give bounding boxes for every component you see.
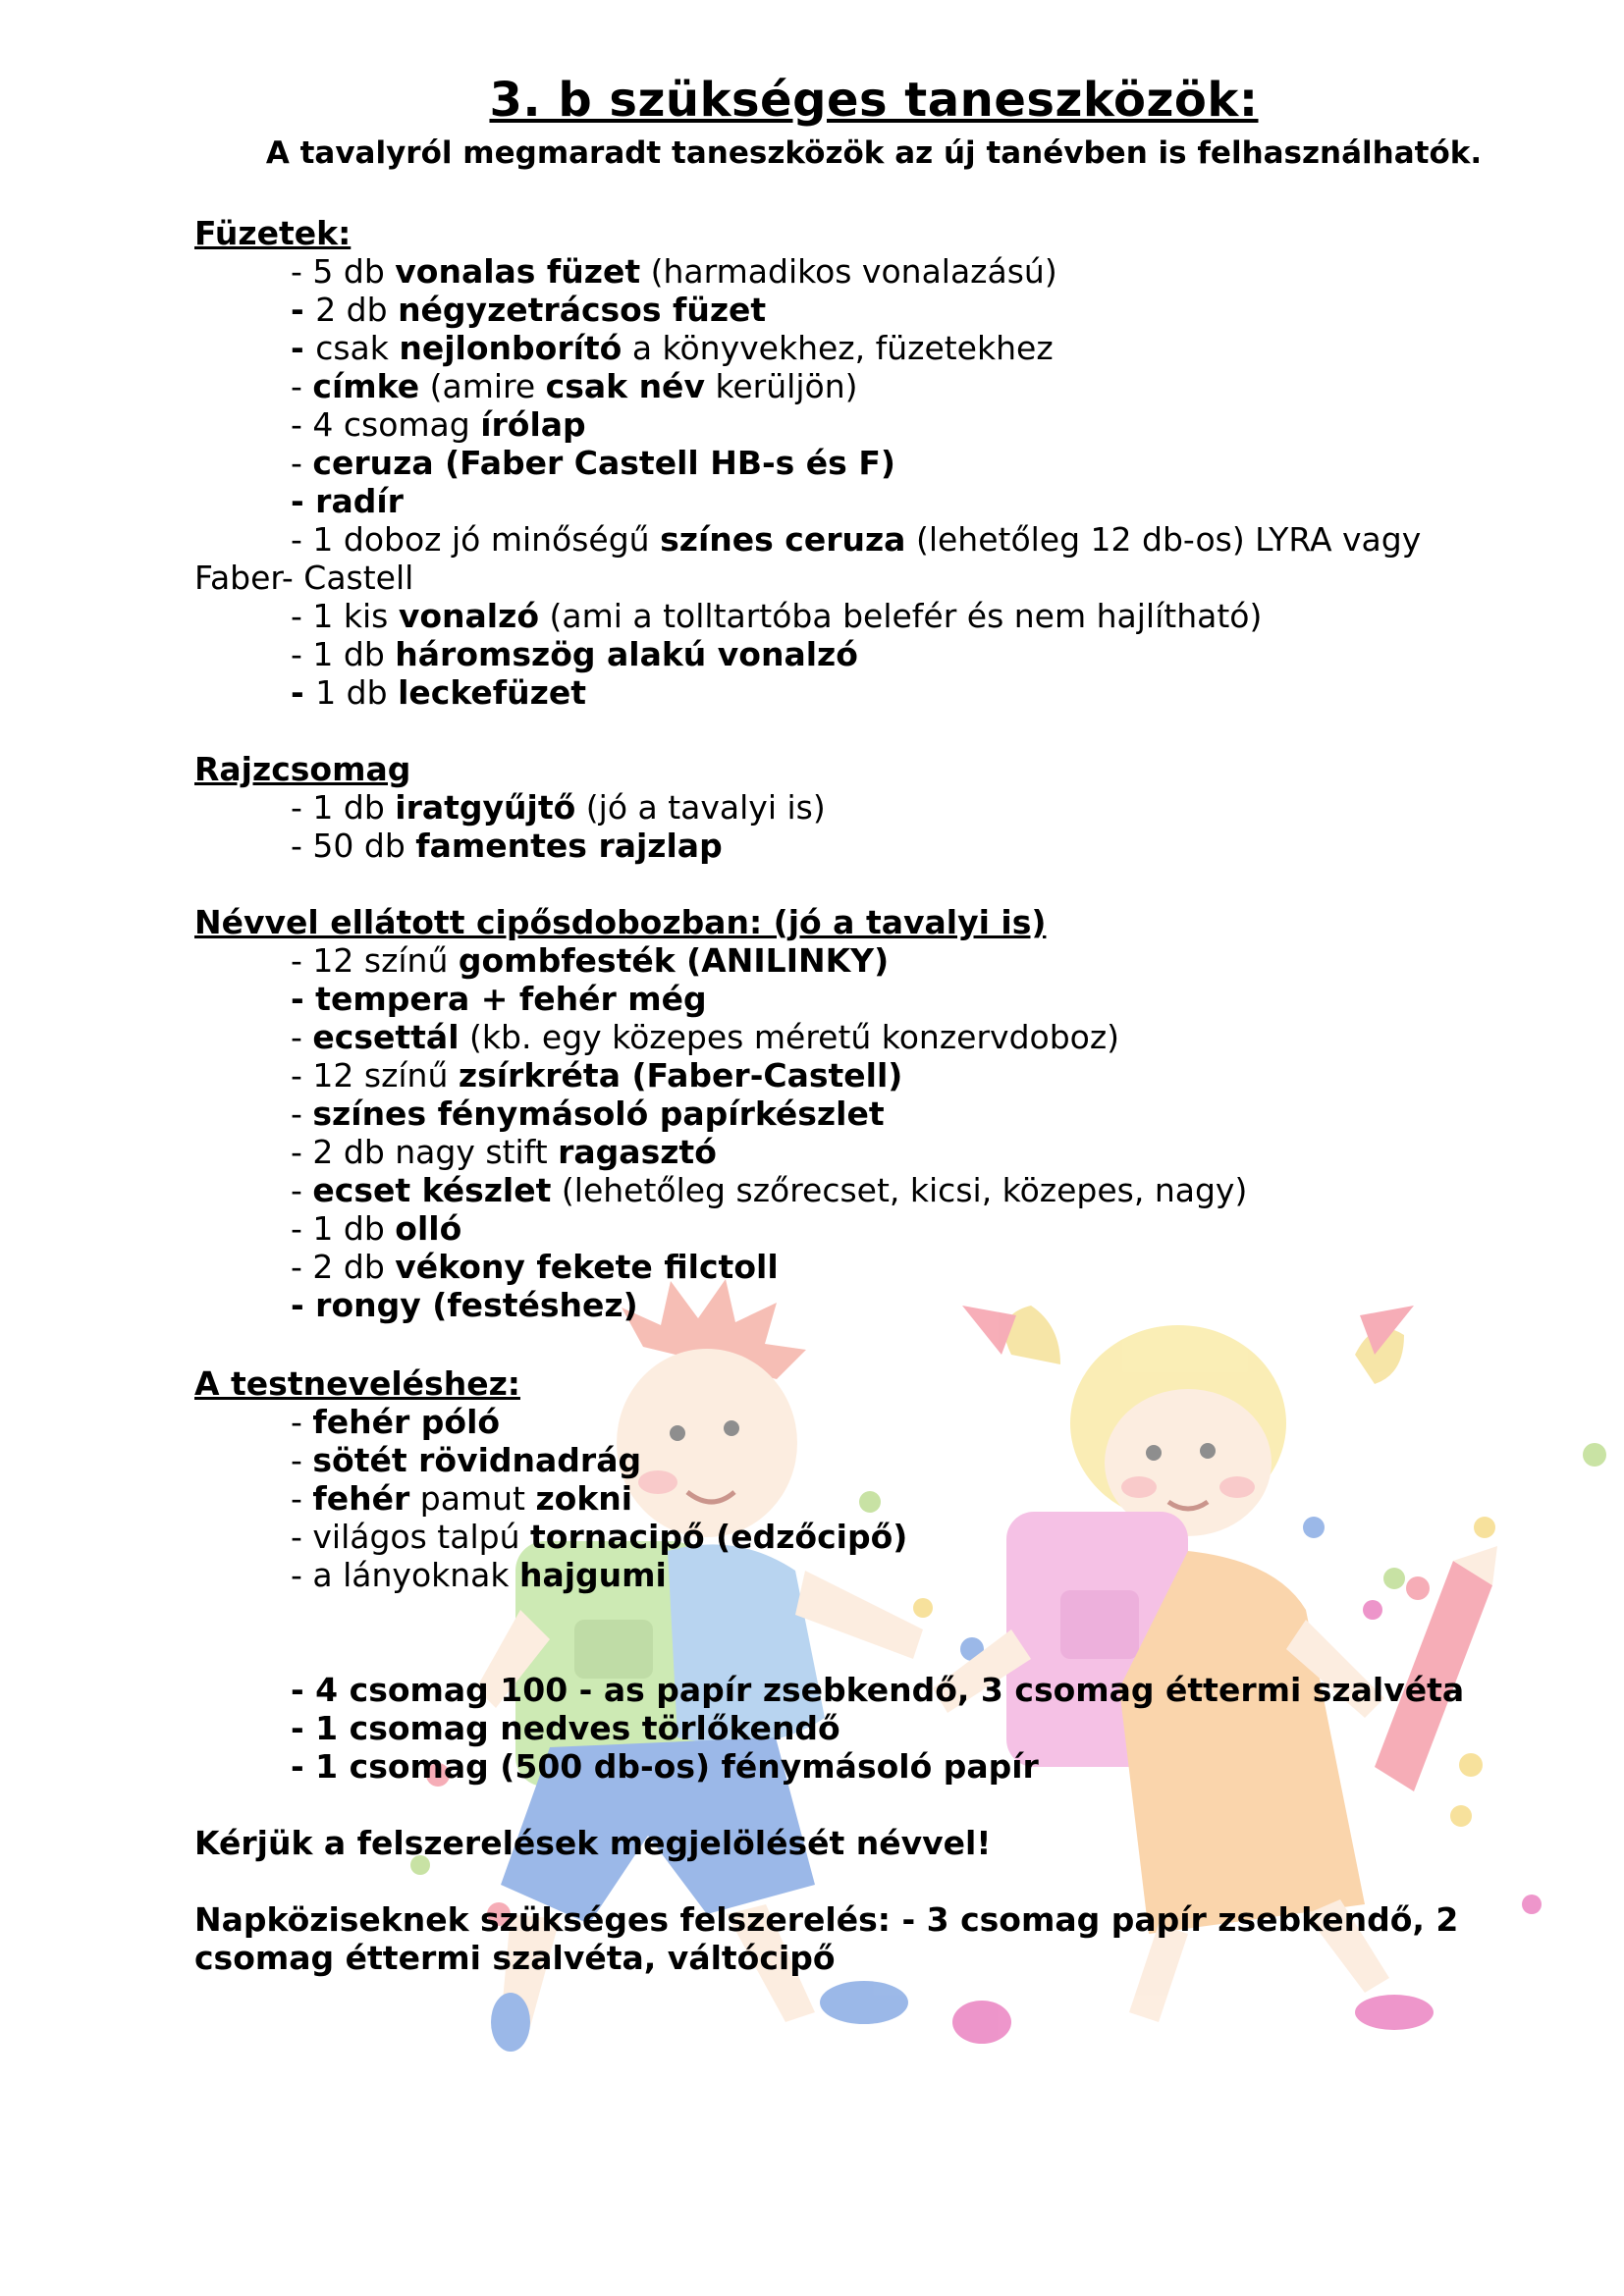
text-run: 2 db — [315, 291, 399, 329]
text-run: (lehetőleg 12 db-os) LYRA vagy — [905, 520, 1422, 559]
section-title-ciposdoboz: Névvel ellátott cipősdobozban: (jó a tavalyi is) — [194, 903, 1047, 941]
bold-text: vékony fekete filctoll — [395, 1248, 779, 1286]
list-item — [194, 788, 1530, 827]
bold-text: színes ceruza — [660, 520, 906, 559]
text-run: - — [291, 1095, 313, 1133]
section-fuzetek — [194, 214, 1530, 712]
bold-text: színes fénymásoló papírkészlet — [312, 1095, 885, 1133]
text-run: - — [291, 444, 313, 482]
text-run: csak — [315, 329, 400, 367]
text-run: - — [291, 1479, 313, 1518]
list-item — [194, 405, 1530, 444]
list-item — [194, 1441, 1530, 1479]
bold-text: famentes rajzlap — [415, 827, 723, 865]
section-testneveles — [194, 1364, 1530, 1594]
bold-text: sötét rövidnadrág — [312, 1441, 642, 1479]
bold-text: tornacipő (edzőcipő) — [530, 1518, 908, 1556]
rajzcsomag-list — [194, 788, 1530, 865]
text-run: pamut — [409, 1479, 536, 1518]
list-item — [194, 1403, 1530, 1441]
bold-text: ceruza (Faber Castell HB-s és F) — [312, 444, 895, 482]
list-item — [194, 444, 1530, 482]
list-item — [194, 827, 1530, 865]
text-run: (kb. egy közepes méretű konzervdoboz) — [459, 1018, 1120, 1056]
text-run: - 1 doboz jó minőségű — [291, 520, 661, 559]
bold-text: zsírkréta (Faber-Castell) — [458, 1056, 903, 1095]
list-item — [194, 1133, 1530, 1171]
text-run: - — [291, 1171, 313, 1209]
text-run: kerüljön) — [704, 367, 858, 405]
bold-text: - rongy (festéshez) — [291, 1286, 638, 1324]
list-item — [194, 1248, 1530, 1286]
bold-text: iratgyűjtő — [395, 788, 576, 827]
bold-text: fehér — [312, 1479, 410, 1518]
list-item — [194, 1518, 1530, 1556]
bold-text: címke — [312, 367, 420, 405]
bold-text: ecset készlet — [312, 1171, 552, 1209]
bold-text: vonalzó — [398, 597, 539, 635]
text-run: - 1 db — [291, 788, 396, 827]
text-run: - világos talpú — [291, 1518, 530, 1556]
bold-text: zokni — [535, 1479, 633, 1518]
testneveles-list — [194, 1403, 1530, 1594]
text-run: - 1 db — [291, 1209, 396, 1248]
notice-label-request: Kérjük a felszerelések megjelölését névvel! — [194, 1824, 992, 1862]
bold-text: - — [291, 673, 316, 712]
list-item — [194, 1286, 1530, 1324]
bold-text: hajgumi — [518, 1556, 667, 1594]
text-run: (amire — [419, 367, 546, 405]
bold-text: csak név — [545, 367, 705, 405]
bold-text: ragasztó — [558, 1133, 717, 1171]
fuzetek-list — [194, 252, 1530, 520]
list-item — [194, 1171, 1530, 1209]
list-item — [194, 597, 1530, 635]
list-item — [194, 1479, 1530, 1518]
section-title-rajzcsomag: Rajzcsomag — [194, 750, 411, 788]
bold-text: gombfesték (ANILINKY) — [458, 941, 890, 980]
extra-item: - 1 csomag (500 db-os) fénymásoló papír — [291, 1747, 1039, 1786]
extra-item: - 1 csomag nedves törlőkendő — [291, 1709, 840, 1747]
list-item — [194, 1056, 1530, 1095]
section-title-fuzetek: Füzetek: — [194, 214, 352, 252]
bold-text: leckefüzet — [398, 673, 586, 712]
text-run: - a lányoknak — [291, 1556, 519, 1594]
text-run: - 12 színű — [291, 1056, 459, 1095]
text-run: (lehetőleg szőrecset, kicsi, közepes, nagy) — [551, 1171, 1248, 1209]
list-item — [194, 1018, 1530, 1056]
bold-text: nejlonborító — [399, 329, 623, 367]
text-run: - 5 db — [291, 252, 396, 291]
bold-text: - — [291, 329, 316, 367]
list-item — [194, 635, 1530, 673]
text-run: - 4 csomag — [291, 405, 481, 444]
bold-text: - — [291, 291, 316, 329]
bold-text: olló — [395, 1209, 462, 1248]
bold-text: - radír — [291, 482, 404, 520]
list-item — [194, 980, 1530, 1018]
ciposdoboz-list — [194, 941, 1530, 1324]
bold-text: háromszög alakú vonalzó — [395, 635, 858, 673]
text-run: - 2 db nagy stift — [291, 1133, 559, 1171]
text-run: - — [291, 1018, 313, 1056]
text-run: - 1 db — [291, 635, 396, 673]
bold-text: fehér póló — [312, 1403, 501, 1441]
section-rajzcsomag — [194, 750, 1530, 865]
bold-text: négyzetrácsos füzet — [398, 291, 767, 329]
napkozi-requirements: Napköziseknek szükséges felszerelés: - 3 csomag papír zsebkendő, 2 csomag éttermi szalvéta, váltócipő — [194, 1900, 1459, 1977]
bold-text: - tempera + fehér még — [291, 980, 707, 1018]
list-item — [194, 329, 1530, 367]
text-run: - — [291, 1441, 313, 1479]
text-run: - 2 db — [291, 1248, 396, 1286]
text-run: (jó a tavalyi is) — [575, 788, 826, 827]
list-item-wrapped — [194, 520, 1530, 559]
text-run: - — [291, 1403, 313, 1441]
list-item — [194, 673, 1530, 712]
text-run: a könyvekhez, füzetekhez — [622, 329, 1054, 367]
text-run: - 1 kis — [291, 597, 399, 635]
text-run: - 12 színű — [291, 941, 459, 980]
list-item — [194, 1556, 1530, 1594]
list-item — [194, 252, 1530, 291]
page-title: 3. b szükséges taneszközök: — [489, 73, 1259, 128]
bold-text: ecsettál — [312, 1018, 460, 1056]
list-item-continuation: Faber- Castell — [194, 559, 414, 597]
fuzetek-list-continued — [194, 597, 1530, 712]
list-item — [194, 291, 1530, 329]
text-run: (ami a tolltartóba belefér és nem hajlítható) — [539, 597, 1263, 635]
text-run: (harmadikos vonalazású) — [640, 252, 1057, 291]
bold-text: vonalas füzet — [395, 252, 641, 291]
extra-item: - 4 csomag 100 - as papír zsebkendő, 3 csomag éttermi szalvéta — [291, 1671, 1465, 1709]
page-subtitle: A tavalyról megmaradt taneszközök az új tanévben is felhasználhatók. — [265, 135, 1483, 171]
list-item — [194, 1095, 1530, 1133]
section-ciposdoboz — [194, 903, 1530, 1324]
text-run: - — [291, 367, 313, 405]
section-extra — [194, 1671, 1530, 1786]
list-item — [194, 482, 1530, 520]
section-title-testneveles: A testneveléshez: — [194, 1364, 520, 1403]
bold-text: írólap — [480, 405, 586, 444]
list-item — [194, 367, 1530, 405]
text-run: 1 db — [315, 673, 399, 712]
text-run: - 50 db — [291, 827, 416, 865]
list-item — [194, 941, 1530, 980]
list-item — [194, 1209, 1530, 1248]
